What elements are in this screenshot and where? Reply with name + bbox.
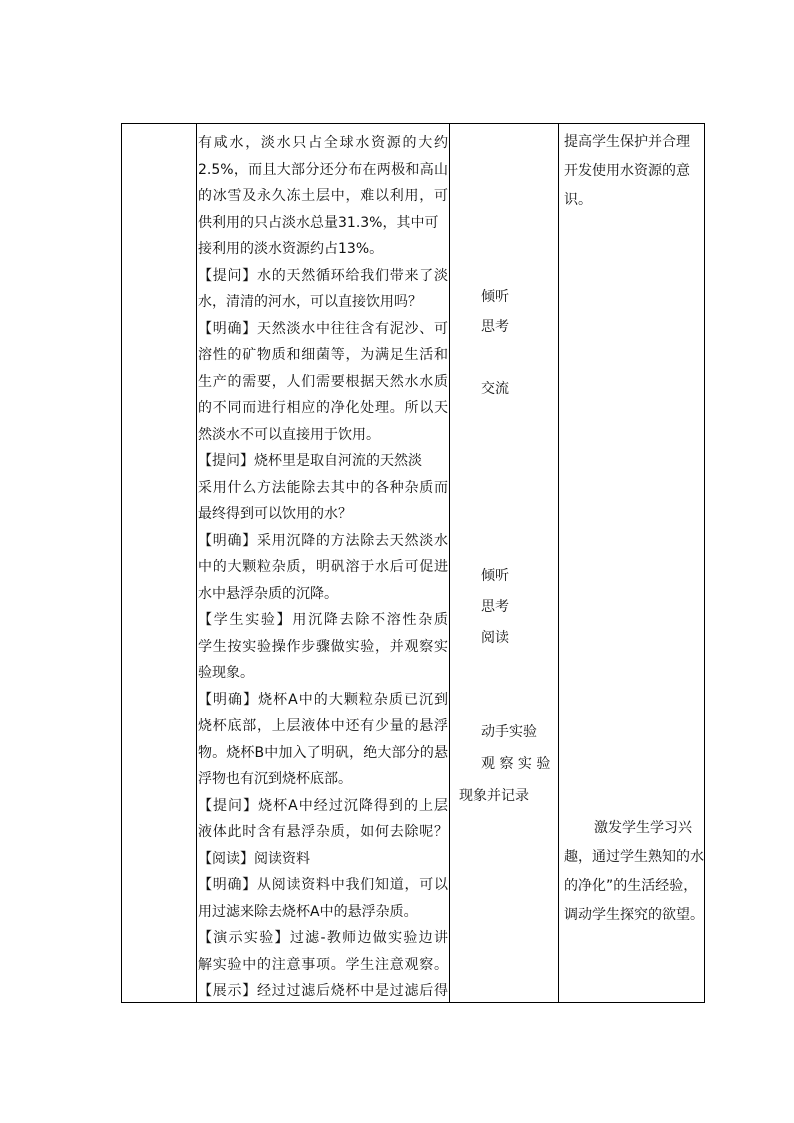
teacher-text-line: 【提问】烧杯A中经过沉降得到的上层 bbox=[198, 797, 448, 814]
activity-think: 思考 bbox=[481, 319, 509, 335]
teacher-text-line: 【展示】经过过滤后烧杯中是过滤后得 bbox=[198, 983, 448, 999]
teacher-text-line: 然淡水不可以直接用于饮用。 bbox=[198, 426, 380, 443]
teacher-text-line: 【明确】从阅读资料中我们知道，可以 bbox=[198, 877, 448, 893]
teacher-text-line: 【明确】烧杯A中的大颗粒杂质已沉到 bbox=[198, 691, 448, 708]
design-intent-line: 调动学生探究的欲望。 bbox=[564, 907, 704, 923]
teacher-text-line: 中的大颗粒杂质，明矾溶于水后可促进 bbox=[198, 559, 448, 575]
teacher-text-line: 【明确】天然淡水中往往含有泥沙、可 bbox=[198, 320, 448, 337]
teacher-text-line: 的冰雪及永久冻土层中，难以利用，可 bbox=[198, 188, 448, 204]
teacher-text-line: 接利用的淡水资源约占13%。 bbox=[198, 241, 384, 257]
activity-discuss: 交流 bbox=[481, 381, 509, 397]
design-intent-line: 识。 bbox=[564, 192, 592, 208]
teacher-text-line: 【演示实验】过滤-教师边做实验边讲 bbox=[198, 930, 448, 946]
teacher-text-line: 浮物也有沉到烧杯底部。 bbox=[198, 771, 352, 787]
activity-hands-on: 动手实验 bbox=[481, 724, 537, 740]
teacher-text-line: 烧杯底部，上层液体中还有少量的悬浮 bbox=[198, 718, 448, 734]
column-divider-2 bbox=[449, 124, 450, 1002]
teacher-text-line: 学生按实验操作步骤做实验，并观察实 bbox=[198, 638, 448, 655]
teacher-text-line: 生产的需要，人们需要根据天然水水质 bbox=[198, 373, 448, 390]
teacher-text-line: 液体此时含有悬浮杂质，如何去除呢？ bbox=[198, 824, 448, 840]
teacher-text-line: 用过滤来除去烧杯A中的悬浮杂质。 bbox=[198, 903, 418, 920]
activity-listen: 倾听 bbox=[481, 289, 509, 305]
design-intent-column-lower bbox=[560, 814, 705, 930]
teacher-text-line: 最终得到可以饮用的水？ bbox=[198, 506, 352, 522]
teacher-text-line: 供利用的只占淡水总量31.3%，其中可 bbox=[198, 214, 439, 231]
design-intent-line: 提高学生保护并合理 bbox=[564, 134, 690, 150]
teacher-text-line: 2.5%，而且大部分还分布在两极和高山 bbox=[198, 161, 448, 178]
teacher-text-line: 【学生实验】用沉降去除不溶性杂质 bbox=[198, 612, 448, 628]
teacher-text-line: 的不同而进行相应的净化处理。所以天 bbox=[198, 400, 448, 416]
teacher-text-line: 物。烧杯B中加入了明矾，绝大部分的悬 bbox=[198, 744, 448, 761]
teacher-text-line: 水，清清的河水，可以直接饮用吗？ bbox=[198, 294, 422, 310]
design-intent-column bbox=[560, 128, 705, 215]
design-intent-line: 开发使用水资源的意 bbox=[564, 163, 690, 179]
teacher-text-line: 采用什么方法能除去其中的各种杂质而 bbox=[198, 479, 448, 496]
student-activity-column bbox=[451, 124, 559, 1002]
design-intent-line: 趣，通过学生熟知的水 bbox=[564, 849, 704, 865]
teacher-text-line: 水中悬浮杂质的沉降。 bbox=[198, 585, 338, 602]
activity-listen: 倾听 bbox=[481, 568, 509, 584]
activity-read: 阅读 bbox=[481, 630, 509, 646]
teacher-activity-column bbox=[198, 130, 448, 1005]
activity-think: 思考 bbox=[481, 599, 509, 615]
teacher-text-line: 溶性的矿物质和细菌等，为满足生活和 bbox=[198, 347, 448, 363]
activity-record: 现象并记录 bbox=[459, 788, 529, 804]
design-intent-line: 的净化”的生活经验， bbox=[564, 878, 698, 894]
teacher-text-line: 【阅读】阅读资料 bbox=[198, 850, 310, 867]
lesson-table bbox=[121, 123, 705, 1003]
column-divider-1 bbox=[196, 124, 197, 1002]
activity-observe: 观 察 实 验 bbox=[481, 756, 551, 772]
teacher-text-line: 解实验中的注意事项。学生注意观察。 bbox=[198, 956, 448, 973]
teacher-text-line: 有咸水，淡水只占全球水资源的大约 bbox=[198, 135, 448, 151]
teacher-text-line: 【提问】水的天然循环给我们带来了淡 bbox=[198, 267, 448, 284]
design-intent-line: 激发学生学习兴 bbox=[594, 820, 692, 836]
teacher-text-line: 【明确】采用沉降的方法除去天然淡水 bbox=[198, 532, 448, 549]
teacher-text-line: 验现象。 bbox=[198, 665, 254, 681]
teacher-text-line: 【提问】烧杯里是取自河流的天然淡 bbox=[198, 453, 422, 469]
